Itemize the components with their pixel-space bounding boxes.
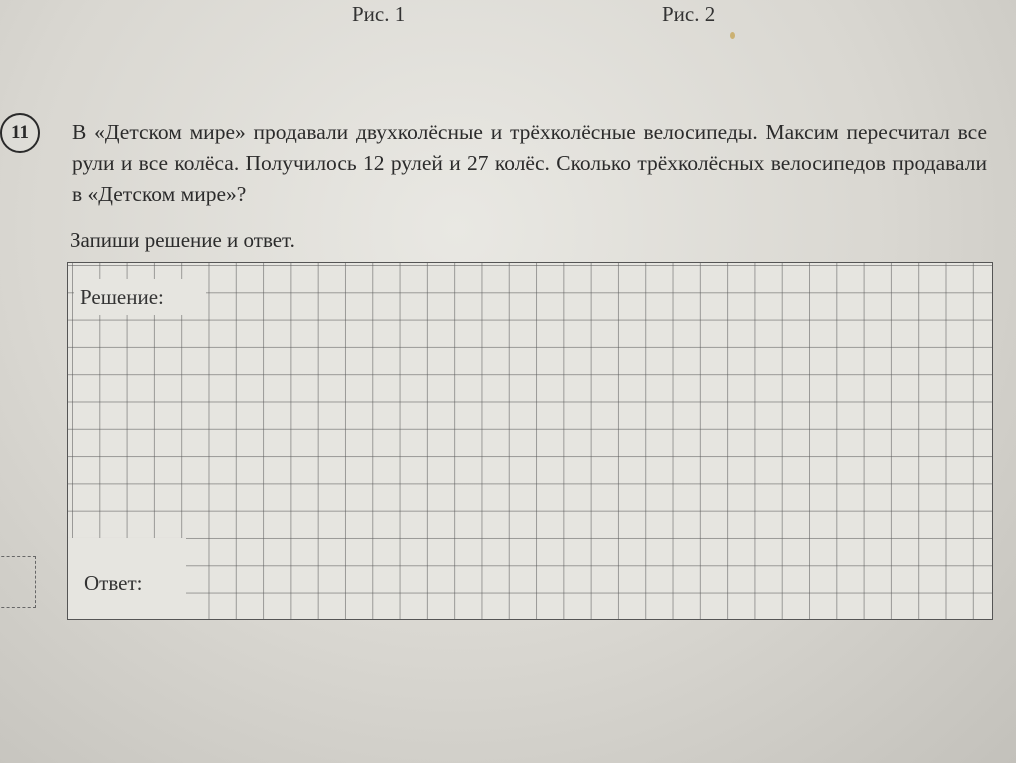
answer-grid[interactable] bbox=[67, 262, 993, 620]
instruction-text: Запиши решение и ответ. bbox=[70, 228, 295, 252]
score-box[interactable] bbox=[0, 556, 36, 608]
figure-1-caption: Рис. 1 bbox=[352, 2, 406, 26]
question-number-badge: 11 bbox=[0, 113, 40, 153]
question-text: В «Детском мире» продавали двухколёсные и трёхколёсные велосипеды. Максим пересчитал все рули и все колёса. Получилось 12 рулей и 27 колёс. Сколько трёхколёсных велосипедов продавали в «Детском мире»? bbox=[72, 120, 987, 206]
solution-label: Решение: bbox=[74, 279, 206, 315]
answer-label: Ответ: bbox=[68, 538, 186, 620]
paper-speck bbox=[730, 32, 735, 39]
figure-2-caption: Рис. 2 bbox=[662, 2, 716, 26]
